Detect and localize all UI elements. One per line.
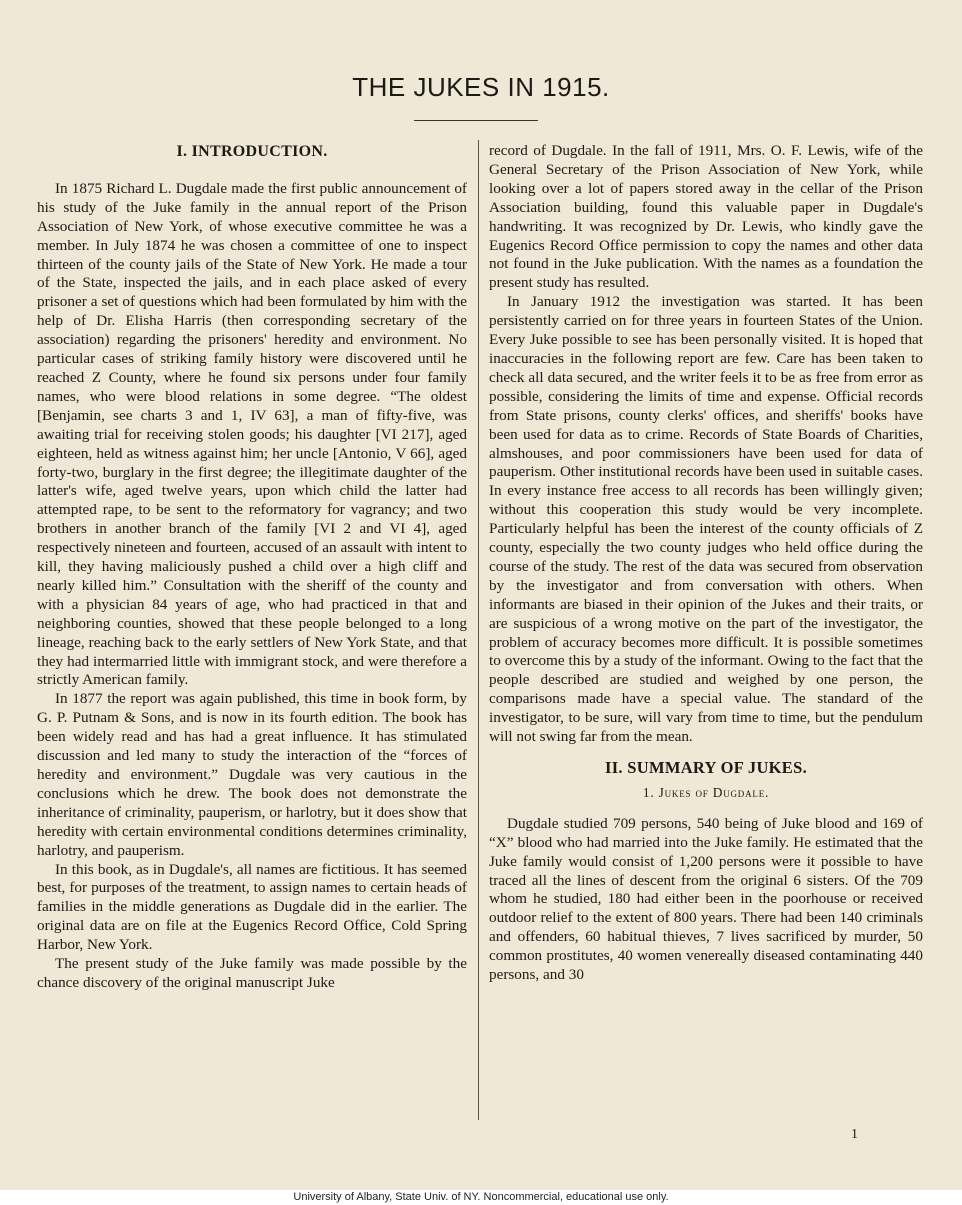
intro-paragraph-1: In 1875 Richard L. Dugdale made the first public announcement of his study of the Juke family in the annual report of the Prison Association of New York, of whose executive committee he was a member. In July 1874 he was chosen a committee of one to inspect thirteen of the county jails of the State of New York. He made a tour of the State, inspected the jails, and in each place asked of every prisoner a set of questions which had been formulated by him with the help of Dr. Elisha Harris (then corresponding secretary of the association) regarding the prisoners' heredity and environment. No particular cases of striking family history were discovered until he reached Z County, where he found six persons under four family names, who were blood relations in some degree. “The oldest [Benjamin, see charts 3 and 1, IV 63], a man of fifty-five, was awaiting trial for receiving stolen goods; his daughter [VI 217], aged eighteen, held as witness against him; her uncle [Antonio, V 66], aged forty-two, burglary in the first degree; the illegitimate daughter of the latter's wife, aged twelve years, upon which child the latter had attempted rape, to be sent to the reformatory for vagrancy; and two brothers in another branch of the family [VI 2 and VI 4], aged respectively nineteen and fourteen, accused of an assault with intent to kill, they having maliciously pushed a child over a high cliff and nearly killed him.” Consultation with the sheriff of the county and with a physician 84 years of age, who had practiced in that and neighboring counties, showed that these people belonged to a long lineage, reaching back to the early settlers of New York State, and that they had intermarried little with immigrant stock, and were therefore a strictly American family. (37, 179, 467, 689)
page-title: THE JUKES IN 1915. (352, 72, 610, 102)
summary-paragraph: Dugdale studied 709 persons, 540 being of Juke blood and 169 of “X” blood who had married into the Juke family. He estimated that the Juke family would consist of 1,200 persons were it possible to have traced all the lines of descent from the original 6 sisters. Of the 709 whom he studied, 180 had either been in the poorhouse or received outdoor relief to the extent of 800 years. There had been 140 criminals and offenders, 60 habitual thieves, 7 lives sacrificed by murder, 50 common prostitutes, 40 women venereally diseased contaminating 440 persons, and 30 (489, 814, 923, 984)
column-divider (478, 140, 479, 1120)
right-column (489, 142, 923, 985)
introduction-heading: I. INTRODUCTION. (176, 143, 328, 160)
title-rule (414, 120, 538, 121)
intro-paragraph-continued: record of Dugdale. In the fall of 1911, Mrs. O. F. Lewis, wife of the General Secretary of the Prison Association of New York, while looking over a lot of papers stored away in the cellar of the Prison Association building, found this valuable paper in Dugdale's handwriting. It was recognized by Dr. Lewis, who kindly gave the Eugenics Record Office permission to copy the names and other data not found in the Juke publication. With the names as a foundation the present study has resulted. (489, 142, 923, 292)
jukes-of-dugdale-subheading: 1. Jukes of Dugdale. (642, 784, 770, 800)
intro-paragraph-5: In January 1912 the investigation was started. It has been persistently carried on for three years in fourteen States of the Union. Every Juke possible to see has been personally visited. It is hoped that inaccuracies in the following report are few. Care has been taken to check all data secured, and the writer feels it to be as free from error as possible, considering the limits of time and expense. Official records from State prisons, county clerks' offices, and sheriffs' books have been used for data as to crime. Records of State Boards of Charities, almshouses, and poor commissioners have been used for data of pauperism. Other institutional records have been used in suitable cases. In every instance free access to all records has been willingly given; without this cooperation this study would be very incomplete. Particularly helpful has been the interest of the county officials of Z county, especially the two county judges who held office during the course of the study. The rest of the data was secured from observation by the investigator and from conversation with others. When informants are biased in their opinion of the Jukes and their traits, or are suspicious of a wrong motive on the part of the investigator, the problem of accuracy becomes more difficult. It is possible sometimes to overcome this by a study of the informant. Owing to the fact that the people described are studied and weighed by one person, the comparisons made have a special value. The standard of the investigator, to be sure, will vary from time to time, but the pendulum will not swing far from the mean. (489, 293, 923, 746)
footer-notice: University of Albany, State Univ. of NY. Noncommercial, educational use only. (0, 1190, 962, 1205)
left-column (37, 142, 467, 993)
intro-paragraph-3: In this book, as in Dugdale's, all names are fictitious. It has seemed best, for purposes of the treatment, to assign names to certain heads of families in the middle generations as Dugdale did in the earlier. The original data are on file at the Eugenics Record Office, Cold Spring Harbor, New York. (37, 860, 467, 954)
page-number: 1 (851, 1127, 858, 1142)
summary-heading: II. SUMMARY OF JUKES. (604, 758, 808, 777)
intro-paragraph-4: The present study of the Juke family was made possible by the chance discovery of the original manuscript Juke (37, 955, 467, 991)
intro-paragraph-2: In 1877 the report was again published, this time in book form, by G. P. Putnam & Sons, and is now in its fourth edition. The book has been widely read and has had a great influence. It has stimulated discussion and led many to study the interaction of the “forces of heredity and environment.” Dugdale was very cautious in the conclusions which he drew. The book does not demonstrate the inheritance of criminality, pauperism, or harlotry, but it does show that heredity with certain environmental conditions determines criminality, harlotry, and pauperism. (37, 690, 467, 859)
